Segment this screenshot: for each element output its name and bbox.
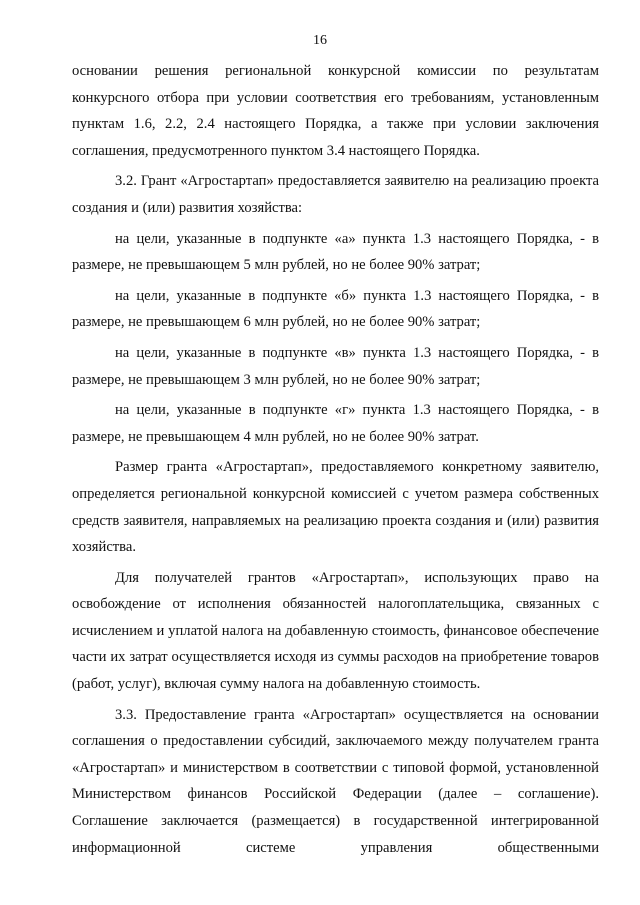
paragraph-3-2: 3.2. Грант «Агростартап» предоставляется заявителю на реализацию проекта создания и (или) развития хозяйства: xyxy=(72,173,599,216)
page-number: 16 xyxy=(313,33,327,48)
paragraph-vat-exemption: Для получателей грантов «Агростартап», использующих право на освобождение от исполнения обязанностей налогоплательщика, связанных с исчислением и уплатой налога на добавленную стоимость, финансовое обеспечение части их затрат осуществляется исходя из суммы расходов на приобретение товаров (работ, услуг), включая сумму налога на добавленную стоимость. xyxy=(72,569,599,693)
paragraph-grant-size: Размер гранта «Агростартап», предоставляемого конкретному заявителю, определяется региональной конкурсной комиссией с учетом размера собственных средств заявителя, направляемых на реализацию проекта создания и (или) развития хозяйства. xyxy=(72,459,599,556)
document-body xyxy=(72,58,599,861)
paragraph-purpose-a: на цели, указанные в подпункте «а» пункта 1.3 настоящего Порядка, - в размере, не превышающем 5 млн рублей, но не более 90% затрат; xyxy=(72,230,599,274)
paragraph-purpose-g: на цели, указанные в подпункте «г» пункта 1.3 настоящего Порядка, - в размере, не превышающем 4 млн рублей, но не более 90% затрат. xyxy=(72,402,599,445)
paragraph-3-3: 3.3. Предоставление гранта «Агростартап» осуществляется на основании соглашения о предоставлении субсидий, заключаемого между получателем гранта «Агростартап» и министерством в соответствии с типовой формой, установленной Министерством финансов Российской Федерации (далее – соглашение). Соглашение заключается (размещается) в государственной интегрированной информационной системе управления общественными xyxy=(72,706,599,856)
paragraph-purpose-b: на цели, указанные в подпункте «б» пункта 1.3 настоящего Порядка, - в размере, не превышающем 6 млн рублей, но не более 90% затрат; xyxy=(72,287,599,331)
paragraph-continuation: основании решения региональной конкурсной комиссии по результатам конкурсного отбора при условии соответствия его требованиям, установленным пунктам 1.6, 2.2, 2.4 настоящего Порядка, а также при условии заключения соглашения, предусмотренного пунктом 3.4 настоящего Порядка. xyxy=(72,63,599,159)
paragraph-purpose-v: на цели, указанные в подпункте «в» пункта 1.3 настоящего Порядка, - в размере, не превышающем 3 млн рублей, но не более 90% затрат; xyxy=(72,344,599,388)
